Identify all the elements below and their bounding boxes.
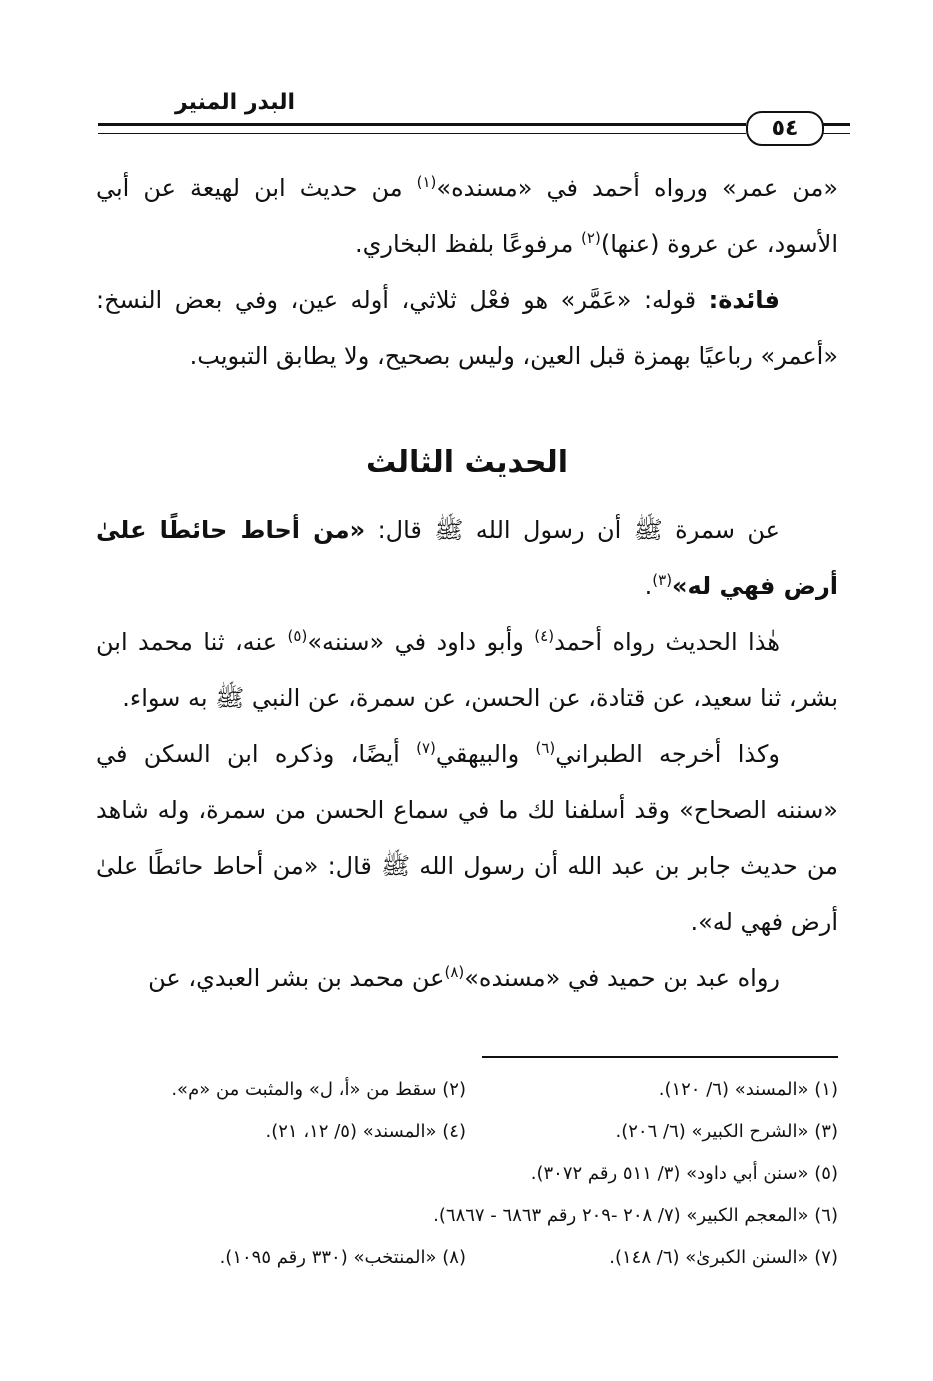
footnote-6: (٦) «المعجم الكبير» (٧/ ٢٠٨ -٢٠٩ رقم ٦٨٦٣ - ٦٨٦٧). bbox=[433, 1204, 838, 1226]
paragraph-1 bbox=[96, 160, 838, 272]
body-text-top bbox=[96, 160, 838, 384]
footnote-ref-3[interactable]: (٣) bbox=[652, 571, 673, 589]
footnotes bbox=[96, 1068, 838, 1278]
paragraph-4-text-1: هٰذا الحديث رواه أحمد bbox=[554, 628, 780, 656]
paragraph-5-text-3: أيضًا، وذكره ابن السكن في «سننه الصحاح» وقد أسلفنا لك ما في سماع الحسن من سمرة، وله شاهد من حديث جابر بن عبد الله أن رسول الله ﷺ قال: «من أحاط حائطًا علىٰ أرض فهي له». bbox=[96, 740, 838, 936]
paragraph-1-text-3: مرفوعًا بلفظ البخاري. bbox=[354, 230, 582, 258]
footnote-ref-6[interactable]: (٦) bbox=[535, 739, 556, 757]
benefit-label: فائدة: bbox=[708, 286, 780, 314]
footnote-ref-7[interactable]: (٧) bbox=[416, 739, 436, 757]
footnote-ref-5[interactable]: (٥) bbox=[287, 627, 308, 645]
footnote-2: (٢) سقط من «أ، ل» والمثبت من «م». bbox=[171, 1078, 466, 1100]
paragraph-5 bbox=[96, 726, 838, 950]
paragraph-2 bbox=[96, 272, 838, 384]
paragraph-1-text-2: من حديث ابن لهيعة عن أبي الأسود، عن عروة (عنها) bbox=[96, 174, 838, 258]
footnote-row bbox=[96, 1068, 838, 1110]
paragraph-6-text-1: رواه عبد بن حميد في «مسنده» bbox=[464, 964, 780, 992]
running-title: البدر المنير bbox=[174, 90, 295, 115]
paragraph-3-text-1: عن سمرة ﷺ أن رسول الله ﷺ قال: bbox=[365, 516, 780, 544]
paragraph-6 bbox=[96, 950, 838, 1006]
footnote-5: (٥) «سنن أبي داود» (٣/ ٥١١ رقم ٣٠٧٢). bbox=[530, 1162, 838, 1184]
paragraph-3 bbox=[96, 502, 838, 614]
paragraph-5-text-2: والبيهقي bbox=[435, 740, 536, 768]
footnote-ref-4[interactable]: (٤) bbox=[534, 627, 555, 645]
paragraph-6-text-2: عن محمد بن بشر العبدي، عن bbox=[148, 964, 445, 992]
paragraph-4-text-2: وأبو داود في «سننه» bbox=[307, 628, 535, 656]
paragraph-5-text-1: وكذا أخرجه الطبراني bbox=[555, 740, 781, 768]
paragraph-4 bbox=[96, 614, 838, 726]
footnote-row bbox=[96, 1236, 838, 1278]
section-heading: الحديث الثالث bbox=[365, 445, 569, 480]
footnote-3: (٣) «الشرح الكبير» (٦/ ٢٠٦). bbox=[615, 1120, 838, 1142]
header-rule-stub bbox=[820, 123, 850, 134]
body-text-main bbox=[96, 502, 838, 1006]
footnote-4: (٤) «المسند» (٥/ ١٢، ٢١). bbox=[265, 1120, 466, 1142]
paragraph-4-text-3: عنه، ثنا محمد ابن بشر، ثنا سعيد، عن قتادة، عن الحسن، عن سمرة، عن النبي ﷺ به سواء. bbox=[96, 628, 838, 712]
footnote-1: (١) «المسند» (٦/ ١٢٠). bbox=[658, 1078, 838, 1100]
footnote-separator bbox=[482, 1056, 838, 1058]
footnote-ref-8[interactable]: (٨) bbox=[444, 963, 465, 981]
paragraph-3-text-2: . bbox=[644, 572, 653, 600]
paragraph-1-text-1: «من عمر» ورواه أحمد في «مسنده» bbox=[436, 174, 839, 202]
footnote-ref-1[interactable]: (١) bbox=[416, 173, 437, 191]
hadith-quote: «من أحاط حائطًا علىٰ أرض فهي له» bbox=[96, 516, 838, 600]
page-number-badge: ٥٤ bbox=[746, 111, 824, 146]
footnote-row bbox=[96, 1152, 838, 1194]
footnote-ref-2[interactable]: (٢) bbox=[581, 229, 601, 247]
footnote-7: (٧) «السنن الكبرىٰ» (٦/ ١٤٨). bbox=[609, 1246, 838, 1268]
footnote-8: (٨) «المنتخب» (٣٣٠ رقم ١٠٩٥). bbox=[219, 1246, 466, 1268]
footnote-row bbox=[96, 1110, 838, 1152]
footnote-row bbox=[96, 1194, 838, 1236]
paragraph-2-text: قوله: «عَمَّر» هو فعْل ثلاثي، أوله عين، وفي بعض النسخ: «أعمر» رباعيًا بهمزة قبل العين، وليس بصحيح، ولا يطابق التبويب. bbox=[96, 286, 838, 370]
header-rule bbox=[98, 123, 746, 134]
